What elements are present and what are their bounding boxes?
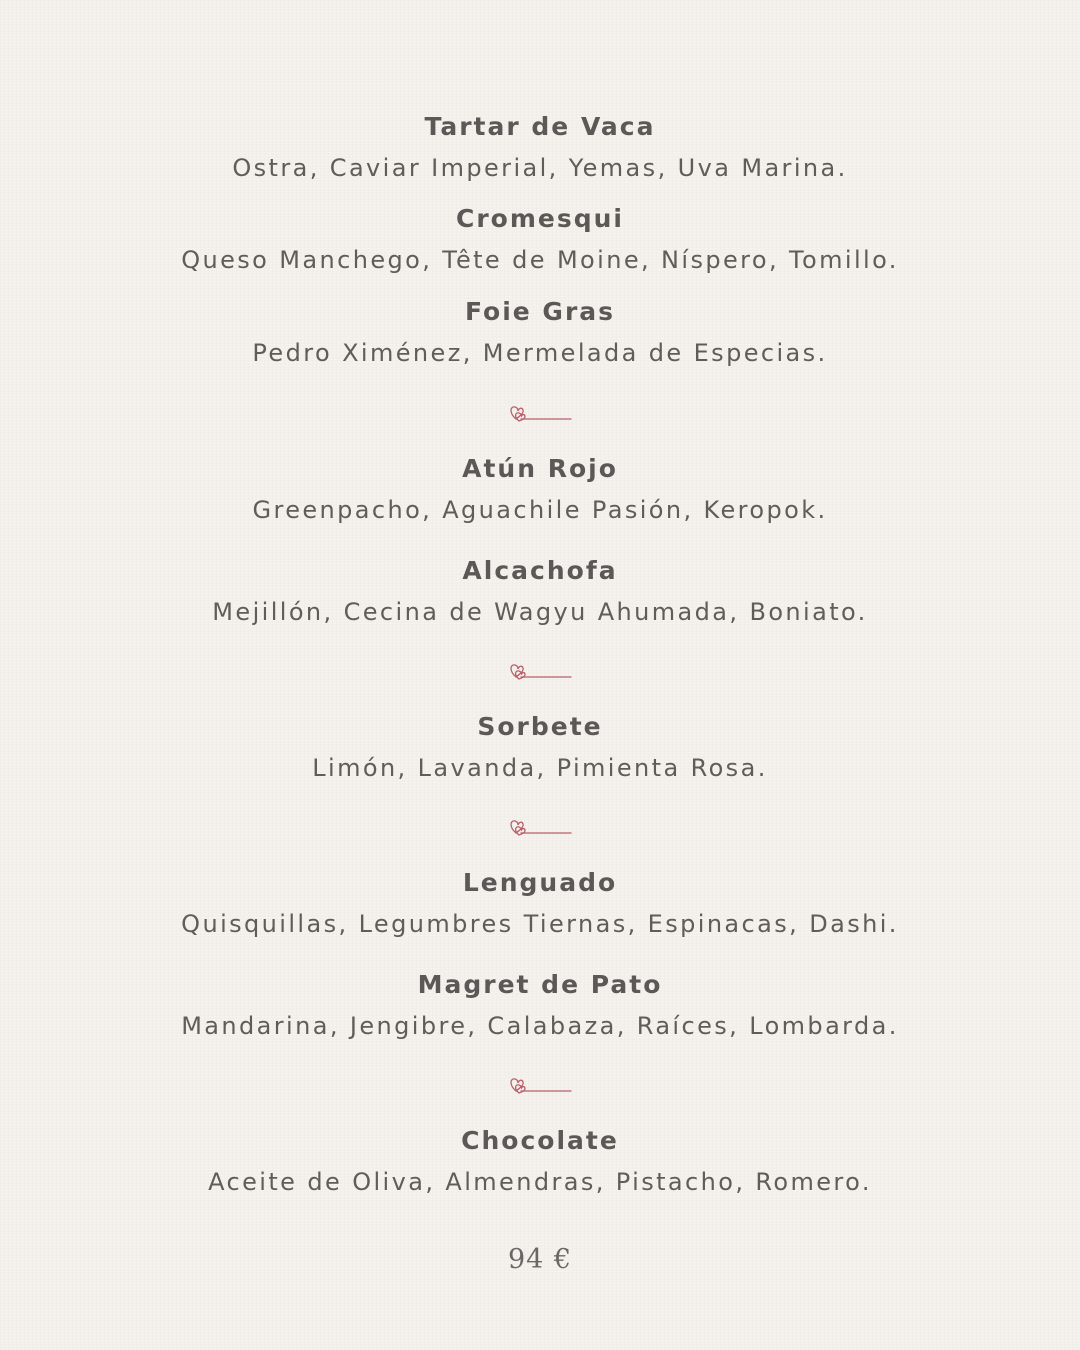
dish-name: Sorbete	[477, 712, 603, 741]
dish-name: Lenguado	[462, 868, 618, 897]
dish-description: Ostra, Caviar Imperial, Yemas, Uva Marina.	[232, 154, 848, 182]
menu-price: 94 €	[507, 1244, 573, 1275]
dish-name: Alcachofa	[462, 556, 618, 585]
dish-description: Aceite de Oliva, Almendras, Pistacho, Romero.	[208, 1168, 872, 1196]
dish-name: Foie Gras	[464, 297, 616, 326]
dish-description: Limón, Lavanda, Pimienta Rosa.	[312, 754, 768, 782]
dish-name: Atún Rojo	[462, 454, 618, 483]
dish-description: Queso Manchego, Tête de Moine, Níspero, Tomillo.	[181, 246, 899, 274]
dish-name: Magret de Pato	[417, 970, 663, 999]
double-heart-flourish-icon	[507, 657, 577, 683]
dish-name: Cromesqui	[456, 204, 624, 233]
dish-description: Mandarina, Jengibre, Calabaza, Raíces, Lombarda.	[181, 1012, 899, 1040]
double-heart-flourish-icon	[507, 1071, 577, 1097]
dish-name: Tartar de Vaca	[424, 112, 656, 141]
double-heart-flourish-icon	[507, 813, 577, 839]
dish-description: Pedro Ximénez, Mermelada de Especias.	[252, 339, 828, 367]
dish-description: Mejillón, Cecina de Wagyu Ahumada, Boniato.	[212, 598, 868, 626]
dish-description: Greenpacho, Aguachile Pasión, Keropok.	[252, 496, 828, 524]
double-heart-flourish-icon	[507, 399, 577, 425]
dish-description: Quisquillas, Legumbres Tiernas, Espinacas, Dashi.	[181, 910, 899, 938]
dish-name: Chocolate	[461, 1126, 619, 1155]
